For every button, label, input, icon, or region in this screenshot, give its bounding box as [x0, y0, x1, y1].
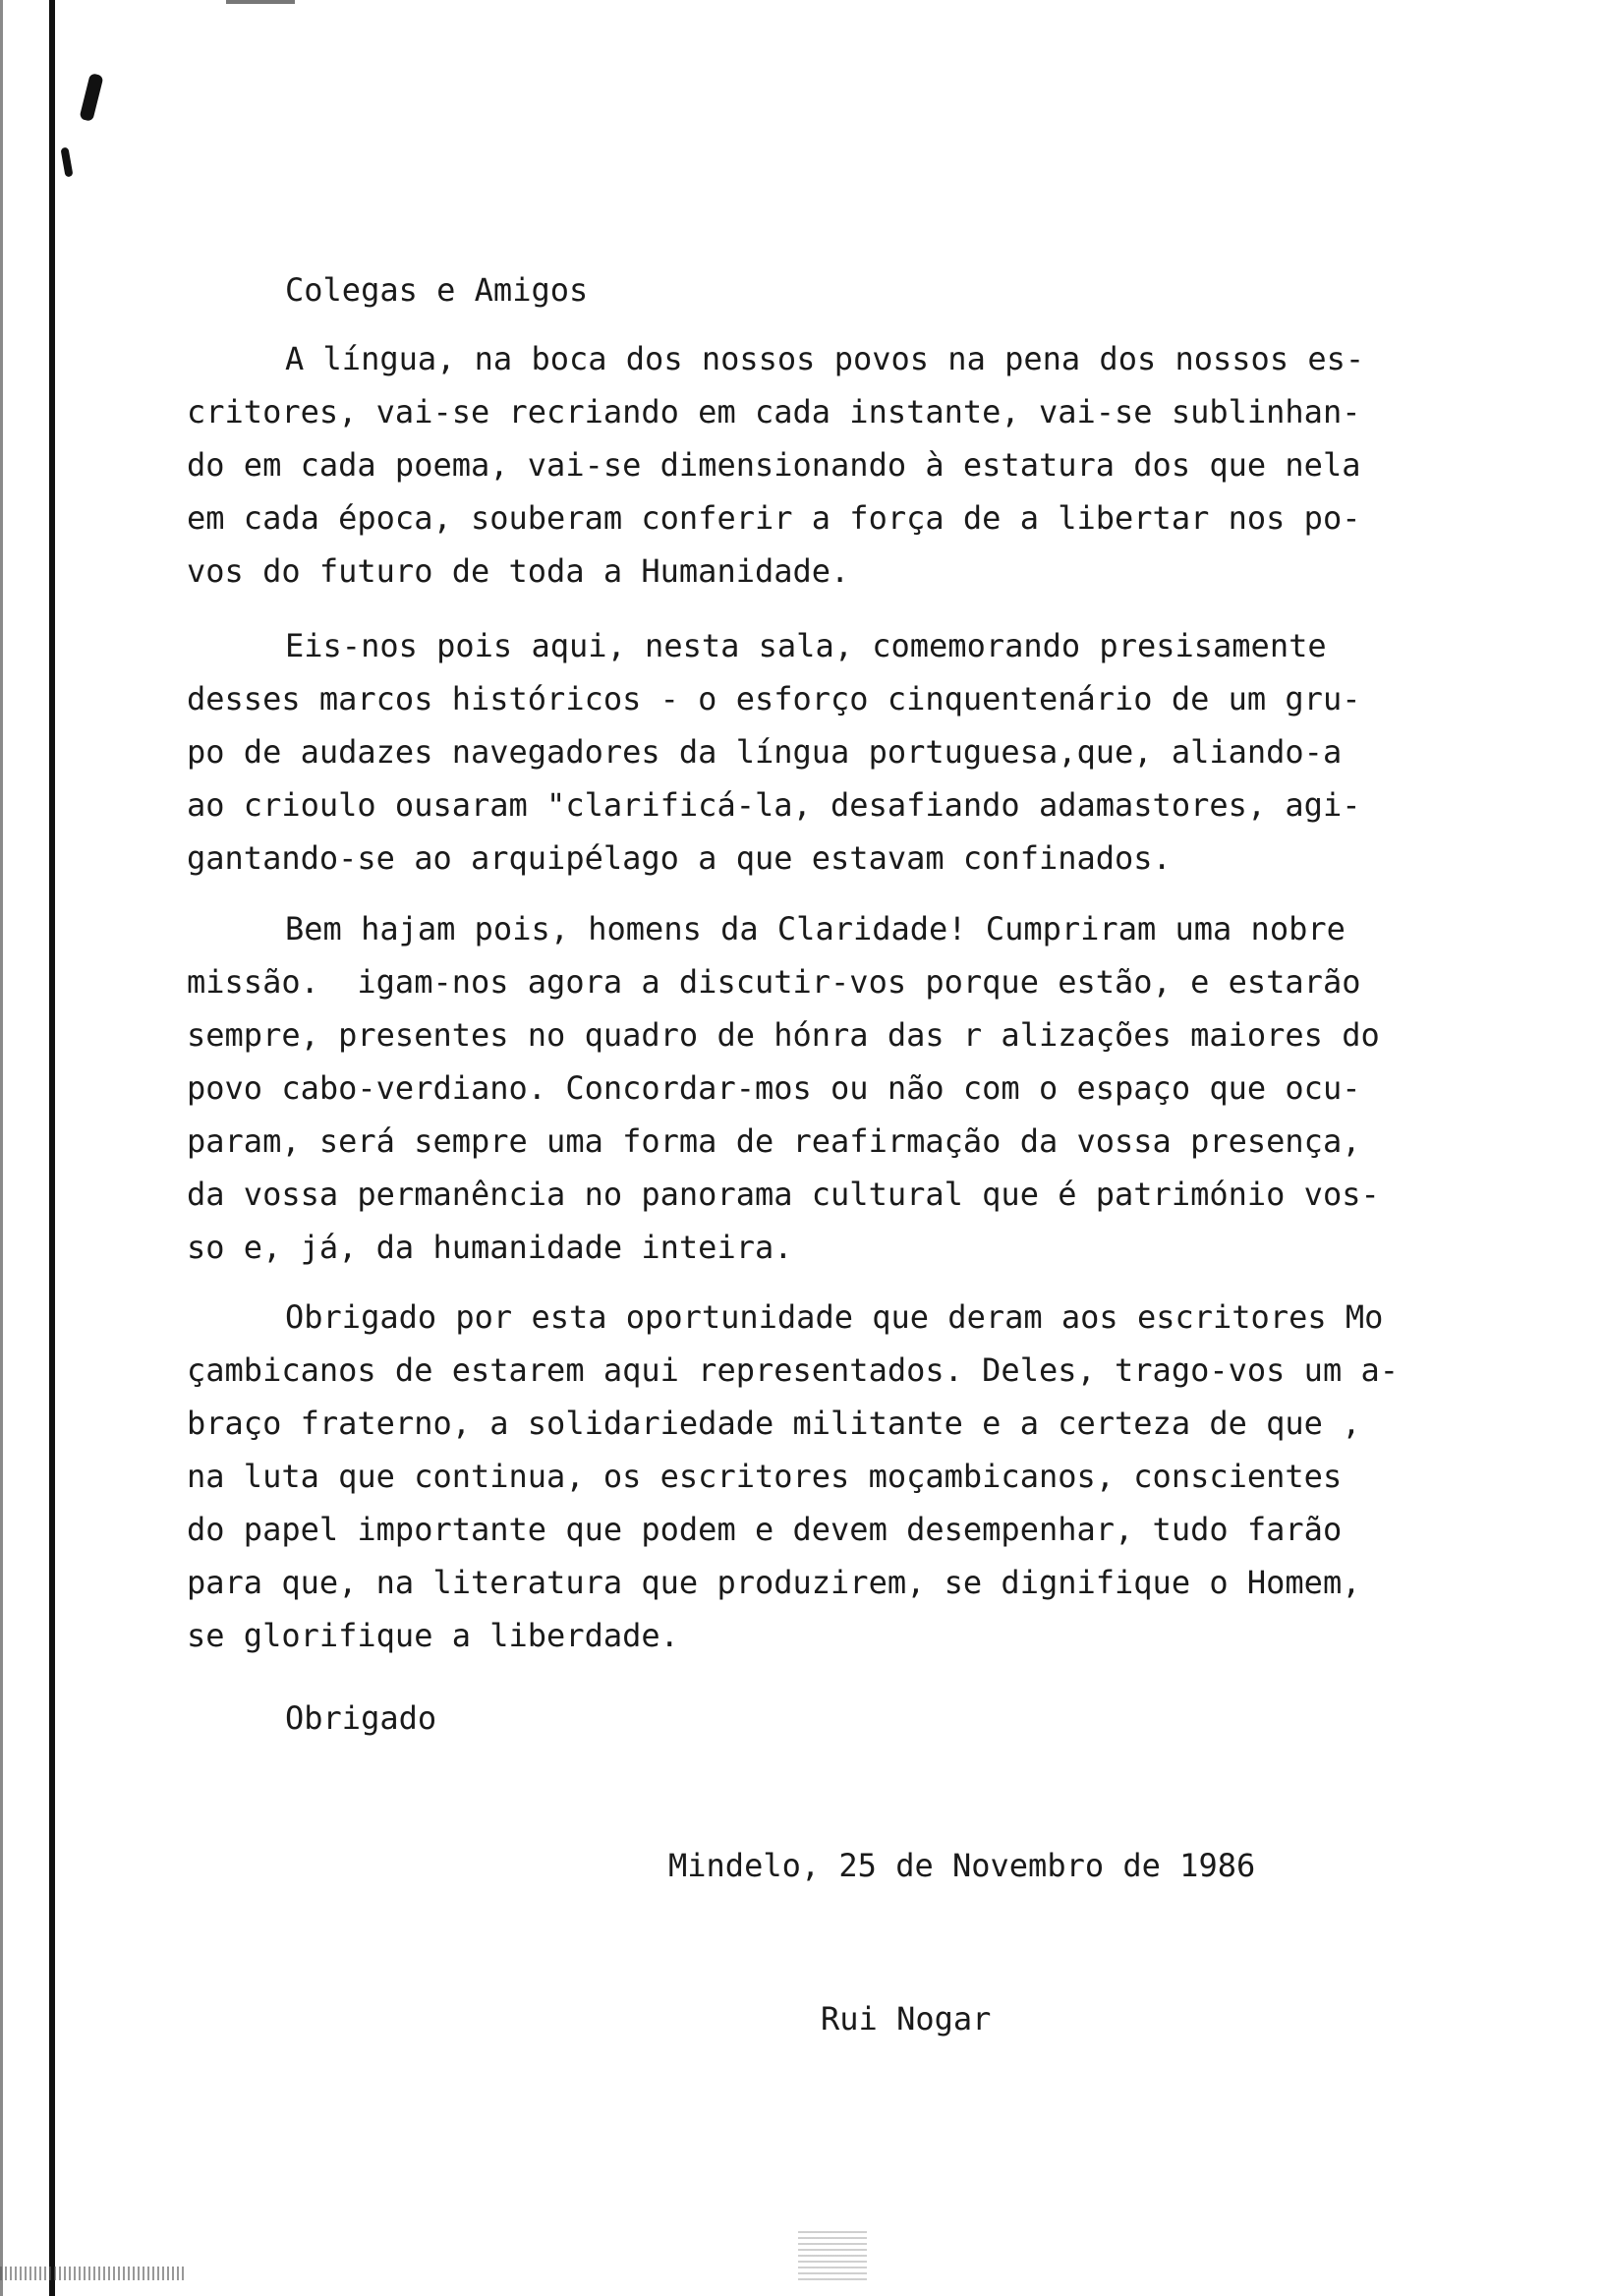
paragraph-1 — [187, 332, 1415, 598]
paragraph-line: se glorifique a liberdade. — [187, 1617, 679, 1654]
paragraph-line: do papel importante que podem e devem desempenhar, tudo farão — [187, 1511, 1343, 1548]
paragraph-4 — [187, 1291, 1415, 1662]
paragraph-line: Eis-nos pois aqui, nesta sala, comemorando presisamente — [285, 627, 1327, 664]
paragraph-line: para que, na literatura que produzirem, se dignifique o Homem, — [187, 1564, 1361, 1601]
paragraph-line: A língua, na boca dos nossos povos na pena dos nossos es- — [285, 340, 1365, 377]
paragraph-line: missão. igam-nos agora a discutir-vos porque estão, e estarão — [187, 963, 1361, 1001]
paragraph-line: em cada época, souberam conferir a força de a libertar nos po- — [187, 499, 1361, 537]
paragraph-line: gantando-se ao arquipélago a que estavam confinados. — [187, 839, 1172, 877]
paragraph-line: na luta que continua, os escritores moçambicanos, conscientes — [187, 1458, 1343, 1495]
paragraph-line: povo cabo-verdiano. Concordar-mos ou não com o espaço que ocu- — [187, 1069, 1361, 1107]
paragraph-line: critores, vai-se recriando em cada instante, vai-se sublinhan- — [187, 393, 1361, 430]
place-and-date: Mindelo, 25 de Novembro de 1986 — [668, 1847, 1256, 1884]
signature-name: Rui Nogar — [821, 2000, 992, 2038]
paragraph-line: çambicanos de estarem aqui representados. Deles, trago-vos um a- — [187, 1351, 1399, 1389]
closing-word: Obrigado — [285, 1699, 437, 1737]
salutation: Colegas e Amigos — [285, 271, 589, 309]
paragraph-line: da vossa permanência no panorama cultural que é património vos- — [187, 1176, 1380, 1213]
paragraph-line: ao crioulo ousaram "clarificá-la, desafiando adamastores, agi- — [187, 786, 1361, 824]
paragraph-line: desses marcos históricos - o esforço cinquentenário de um gru- — [187, 680, 1361, 718]
paragraph-line: param, será sempre uma forma de reafirmação da vossa presença, — [187, 1122, 1361, 1160]
paragraph-line: do em cada poema, vai-se dimensionando à estatura dos que nela — [187, 446, 1361, 484]
paragraph-2 — [187, 619, 1415, 885]
paragraph-line: Bem hajam pois, homens da Claridade! Cumpriram uma nobre — [285, 910, 1346, 947]
paragraph-line: sempre, presentes no quadro de hónra das r alizações maiores do — [187, 1016, 1380, 1054]
paragraph-line: Obrigado por esta oportunidade que deram aos escritores Mo — [285, 1298, 1384, 1336]
paragraph-line: braço fraterno, a solidariedade militante e a certeza de que , — [187, 1405, 1361, 1442]
paragraph-line: so e, já, da humanidade inteira. — [187, 1229, 793, 1266]
paragraph-3 — [187, 902, 1415, 1274]
paragraph-line: po de audazes navegadores da língua portuguesa,que, aliando-a — [187, 733, 1343, 771]
paragraph-line: vos do futuro de toda a Humanidade. — [187, 552, 850, 590]
